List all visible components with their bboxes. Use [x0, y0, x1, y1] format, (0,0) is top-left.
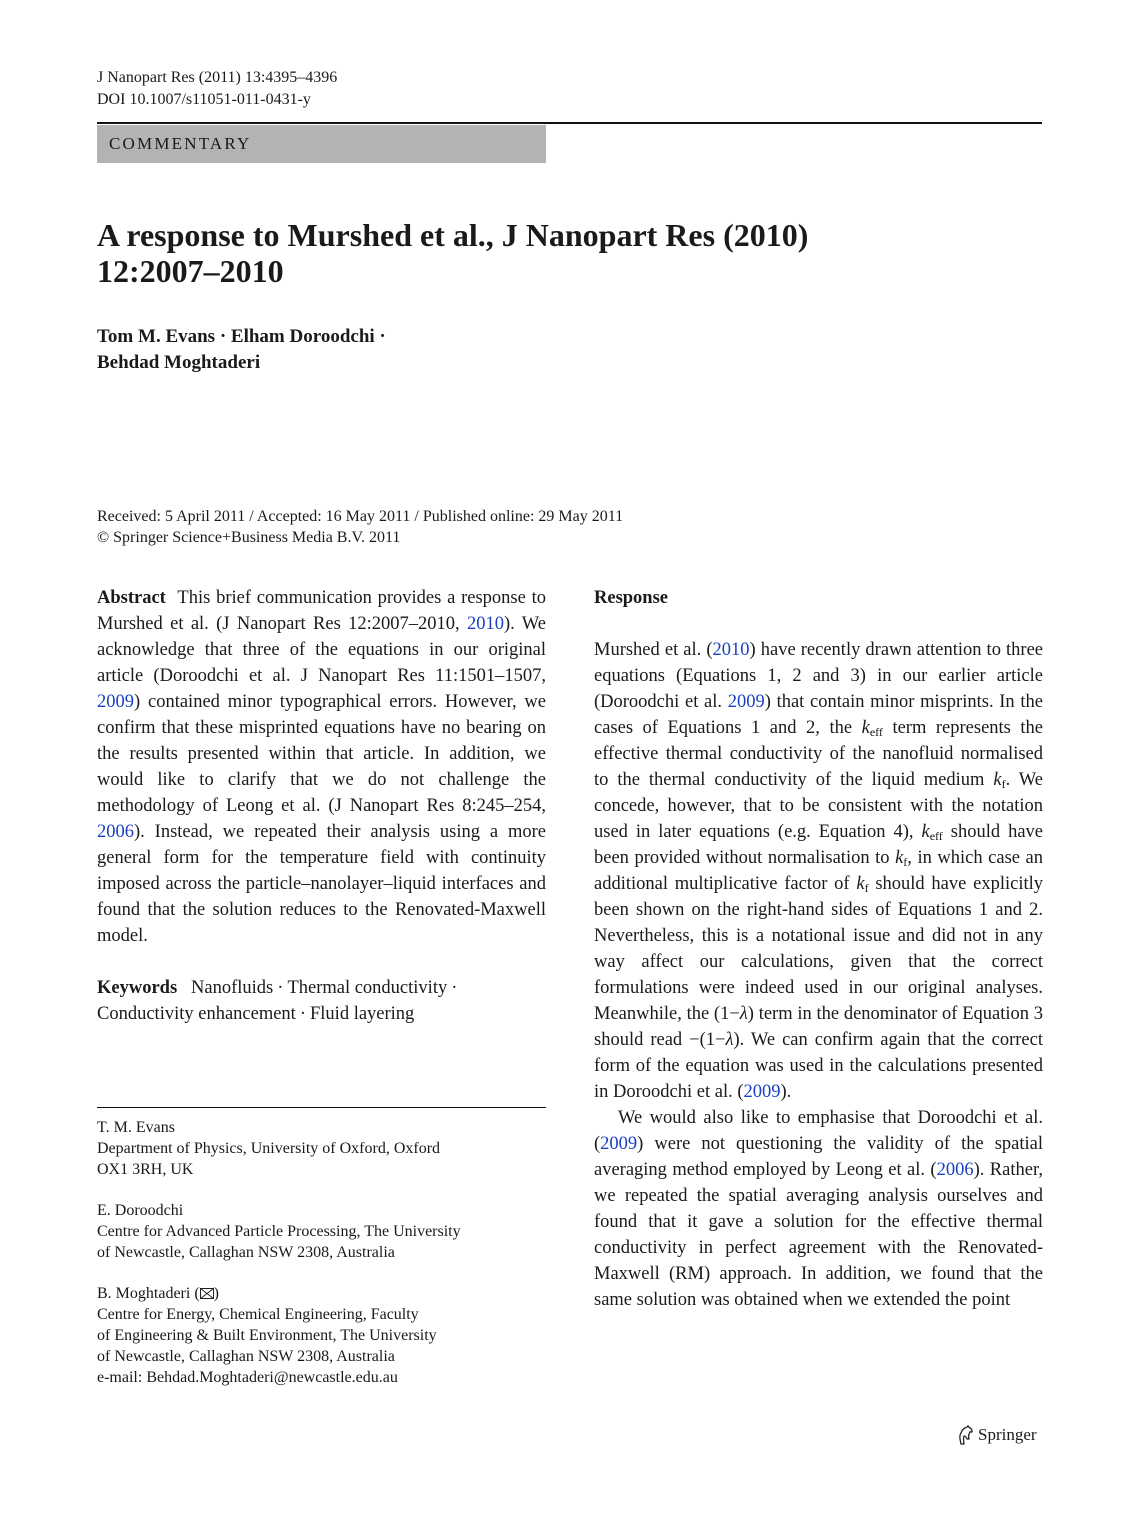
doi-line: DOI 10.1007/s11051-011-0431-y: [97, 91, 311, 108]
publisher-logo: [956, 1424, 1037, 1446]
authors-line-2: Behdad Moghtaderi: [97, 352, 261, 373]
right-column: [594, 585, 1043, 1313]
abstract: [97, 585, 546, 949]
affiliation-line: Department of Physics, University of Oxford, Oxford: [97, 1140, 441, 1157]
affiliation-line: OX1 3RH, UK: [97, 1161, 194, 1178]
publisher-name: Springer: [978, 1425, 1037, 1444]
affiliation-name: T. M. Evans: [97, 1119, 175, 1136]
affiliation-line: Centre for Energy, Chemical Engineering, Faculty: [97, 1306, 419, 1323]
affiliation-rule: [97, 1107, 546, 1108]
copyright-line: © Springer Science+Business Media B.V. 2011: [97, 529, 401, 546]
abstract-text: ). Instead, we repeated their analysis using a more general form for the temperature field with continuity imposed across the particle–nanolayer–liquid interfaces and found that the solution reduces to the Renovated-Maxwell model.: [97, 822, 546, 946]
citation-link[interactable]: 2006: [97, 822, 134, 842]
keywords-label: Keywords: [97, 978, 178, 998]
header-rule: [97, 122, 1042, 124]
response-paragraph-2: We would also like to emphasise that Doroodchi et al. (2009) were not questioning the validity of the spatial averaging method employed by Leong et al. (2006). Rather, we repeated the spatial averaging analysis ourselves and found that it gave a solution for the effective thermal conductivity in perfect agreement with the Renovated-Maxwell (RM) approach. In addition, we found that the same solution was obtained when we extended the point: [594, 1108, 1043, 1310]
citation-link[interactable]: 2006: [936, 1160, 974, 1180]
keyword: Nanofluids: [191, 978, 274, 998]
affiliation-line: Centre for Advanced Particle Processing, The University: [97, 1223, 461, 1240]
article-title: [97, 217, 997, 289]
affiliation-line: of Engineering & Built Environment, The University: [97, 1327, 437, 1344]
publication-dates: [97, 506, 623, 548]
keyword: Conductivity enhancement: [97, 1004, 296, 1024]
citation-link[interactable]: 2010: [712, 640, 750, 660]
title-line-2: 12:2007–2010: [97, 253, 284, 289]
affiliation-name: E. Doroodchi: [97, 1202, 184, 1219]
keywords: Keywords Nanofluids · Thermal conductivity · Conductivity enhancement · Fluid layering: [97, 978, 458, 1024]
citation-link[interactable]: 2010: [467, 614, 504, 634]
response-heading: Response: [594, 588, 669, 608]
title-line-1: A response to Murshed et al., J Nanopart Res (2010): [97, 217, 809, 253]
response-paragraph-1: Murshed et al. (2010) have recently drawn attention to three equations (Equations 1, 2 and 3) in our earlier article (Doroodchi et al. 2009) that contain minor misprints. In the cases of Equations 1 and 2, the $k_{eff}$ term represents the effective thermal conductivity of the nanofluid normalised to the thermal conductivity of the liquid medium $k_f$. We concede, however, that to be consistent with the notation used in later equations (e.g. Equation 4), $k_{eff}$ should have been provided without normalisation to $k_f$, in which case an additional multiplicative factor of $k_f$ should have explicitly been shown on the right-hand sides of Equations 1 and 2. Nevertheless, this is a notational issue and did not in any way affect our calculations, given that the correct formulations were indeed used in our original analyses. Meanwhile, the (1−λ) term in the denominator of Equation 3 should read −(1−λ). We can confirm again that the correct form of the equation was used in the calculations presented in Doroodchi et al. (2009).: [594, 640, 1044, 1102]
citation-link[interactable]: 2009: [743, 1082, 781, 1102]
affiliation-name-row: B. Moghtaderi ( ): [97, 1285, 219, 1302]
abstract-text: ) contained minor typographical errors. However, we confirm that these misprinted equations have no bearing on the results presented within that article. In addition, we would like to clarify that we do not challenge the methodology of Leong et al. (J Nanopart Res 8:245–254,: [97, 692, 546, 816]
springer-horse-icon: [956, 1425, 974, 1445]
affiliation-doroodchi: [97, 1200, 546, 1263]
citation-link[interactable]: 2009: [600, 1134, 638, 1154]
affiliation-name: B. Moghtaderi (: [97, 1285, 200, 1302]
journal-citation: [97, 67, 337, 111]
affiliation-evans: [97, 1117, 546, 1180]
keyword: Thermal conductivity: [287, 978, 448, 998]
keyword: Fluid layering: [310, 1004, 415, 1024]
citation-link[interactable]: 2009: [97, 692, 134, 712]
left-column: [97, 585, 546, 1027]
dates-line: Received: 5 April 2011 / Accepted: 16 May 2011 / Published online: 29 May 2011: [97, 508, 624, 525]
abstract-text: This brief communication provides a response to Murshed et al. (J Nanopart Res 12:2007–2010,: [97, 588, 546, 634]
affiliation-line: of Newcastle, Callaghan NSW 2308, Australia: [97, 1348, 395, 1365]
affiliation-line: of Newcastle, Callaghan NSW 2308, Australia: [97, 1244, 395, 1261]
authors-line-1: Tom M. Evans · Elham Doroodchi ·: [97, 326, 386, 347]
abstract-label: Abstract: [97, 588, 166, 608]
author-list: [97, 324, 386, 376]
envelope-icon: [200, 1288, 214, 1299]
affiliation-moghtaderi: [97, 1283, 546, 1388]
abstract-text: ). We acknowledge that three of the equations in our original article (Doroodchi et al. J Nanopart Res 11:1501–1507,: [97, 614, 546, 686]
section-banner: COMMENTARY: [97, 125, 546, 163]
journal-line: J Nanopart Res (2011) 13:4395–4396: [97, 69, 338, 86]
affiliations: [97, 1117, 546, 1408]
citation-link[interactable]: 2009: [727, 692, 765, 712]
author-email[interactable]: e-mail: Behdad.Moghtaderi@newcastle.edu.au: [97, 1369, 398, 1386]
